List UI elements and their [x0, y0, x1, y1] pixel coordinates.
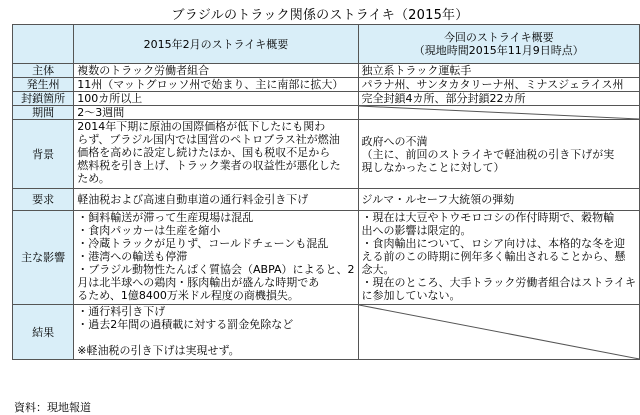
eikyo-now [358, 211, 639, 305]
haikei-prev-line: 価格を高めに設定し続けたほか、国も税収不足から [77, 146, 331, 159]
eikyo-prev-line: ・冷蔵トラックが足りず、コールドチェーンも混乱 [77, 237, 329, 250]
eikyo-now-line: ・現在は大豆やトウモロコシの作付時期で、穀物輸 [361, 211, 615, 224]
eikyo-prev-line: ・食肉パッカーは生産を縮小 [77, 224, 221, 237]
eikyo-now-line: 出への影響は限定的。 [361, 224, 472, 237]
diagonal-slash [359, 106, 639, 119]
kikan-now-empty [358, 106, 639, 120]
header-prev-strike: 2015年2月のストライキ概要 [74, 25, 358, 64]
row-fusa [13, 92, 640, 106]
label-eikyo: 主な影響 [13, 211, 74, 305]
shutai-now: 独立系トラック運転手 [358, 64, 639, 78]
kekka-prev [74, 305, 358, 360]
kikan-prev: 2～3週間 [74, 106, 358, 120]
haikei-prev-line: らず、ブラジル国内では国営のペトロブラス社が燃油 [77, 133, 340, 146]
diagonal-slash [359, 305, 639, 359]
row-yokyu [13, 189, 640, 211]
eikyo-now-line: に参加していない。 [361, 289, 461, 302]
header-current-line2: （現地時間2015年11月9日時点） [413, 44, 584, 57]
header-empty-cell [13, 25, 74, 64]
row-kekka [13, 305, 640, 360]
header-current-line1: 今回のストライキ概要 [443, 31, 554, 44]
eikyo-now-line: 念大。 [361, 263, 395, 276]
source-note: 資料：現地報道 [14, 401, 91, 414]
label-shutai: 主体 [13, 64, 74, 78]
eikyo-prev-line: ・ブラジル動物性たんぱく質協会（ABPA）によると、2 [77, 263, 355, 276]
header-row [13, 25, 640, 64]
eikyo-prev-line: ・飼料輸送が滞って生産現場は混乱 [77, 211, 254, 224]
haikei-prev-line: 燃料税を引き上げ、トラック業者の収益性が悪化した [77, 159, 341, 172]
row-hasseishu [13, 78, 640, 92]
kekka-prev-line [77, 331, 354, 344]
row-eikyo [13, 211, 640, 305]
strike-comparison-table [12, 24, 640, 360]
fusa-prev: 100カ所以上 [74, 92, 358, 106]
haikei-prev-line: ため。 [77, 172, 110, 185]
eikyo-prev-line: ・港湾への輸送も停滞 [77, 250, 188, 263]
haikei-now-line: （主に、前回のストライキで軽油税の引き下げが実 [361, 147, 615, 161]
shutai-prev: 複数のトラック労働者組合 [74, 64, 358, 78]
eikyo-prev-line: るため、1億8400万米ドル程度の商機損失。 [77, 289, 299, 302]
label-fusa: 封鎖箇所 [13, 92, 74, 106]
page-title: ブラジルのトラック関係のストライキ（2015年） [171, 8, 469, 23]
fusa-now: 完全封鎖4カ所、部分封鎖22カ所 [358, 92, 639, 106]
haikei-prev-line: 2014年下期に原油の国際価格が低下したにも関わ [77, 120, 326, 133]
label-kikan: 期間 [13, 106, 74, 120]
kekka-prev-line: ・通行料引き下げ [77, 305, 166, 318]
haikei-prev [74, 120, 358, 189]
hasseishu-prev: 11州（マットグロッソ州で始まり、主に南部に拡大） [74, 78, 358, 92]
haikei-now [358, 120, 639, 189]
hasseishu-now: パラナ州、サンタカタリーナ州、ミナスジェライス州 [358, 78, 639, 92]
kekka-now-empty [358, 305, 639, 360]
haikei-now-line: 政府への不満 [361, 134, 428, 148]
eikyo-now-line: える前のこの時期に例年多く輸出されることから、懸 [361, 250, 626, 263]
eikyo-prev [74, 211, 358, 305]
header-current-strike [358, 25, 639, 64]
kekka-prev-line: ・過去2年間の過積載に対する罰金免除など [77, 318, 294, 331]
row-kikan [13, 106, 640, 120]
label-kekka: 結果 [13, 305, 74, 360]
label-haikei: 背景 [13, 120, 74, 189]
yokyu-now: ジルマ・ルセーフ大統領の弾劾 [358, 189, 639, 211]
eikyo-prev-line: 月は北半球への鶏肉・豚肉輸出が盛んな時期であ [77, 276, 320, 289]
eikyo-now-line: ・現在のところ、大手トラック労働者組合はストライキ [361, 276, 636, 289]
label-yokyu: 要求 [13, 189, 74, 211]
row-shutai [13, 64, 640, 78]
yokyu-prev: 軽油税および高速自動車道の通行料金引き下げ [74, 189, 358, 211]
kekka-prev-line: ※軽油税の引き下げは実現せず。 [77, 344, 240, 357]
label-hasseishu: 発生州 [13, 78, 74, 92]
eikyo-now-line: ・食肉輸出について、ロシア向けは、本格的な冬を迎 [361, 237, 626, 250]
row-haikei [13, 120, 640, 189]
haikei-now-line: 現しなかったことに対して） [361, 160, 505, 174]
